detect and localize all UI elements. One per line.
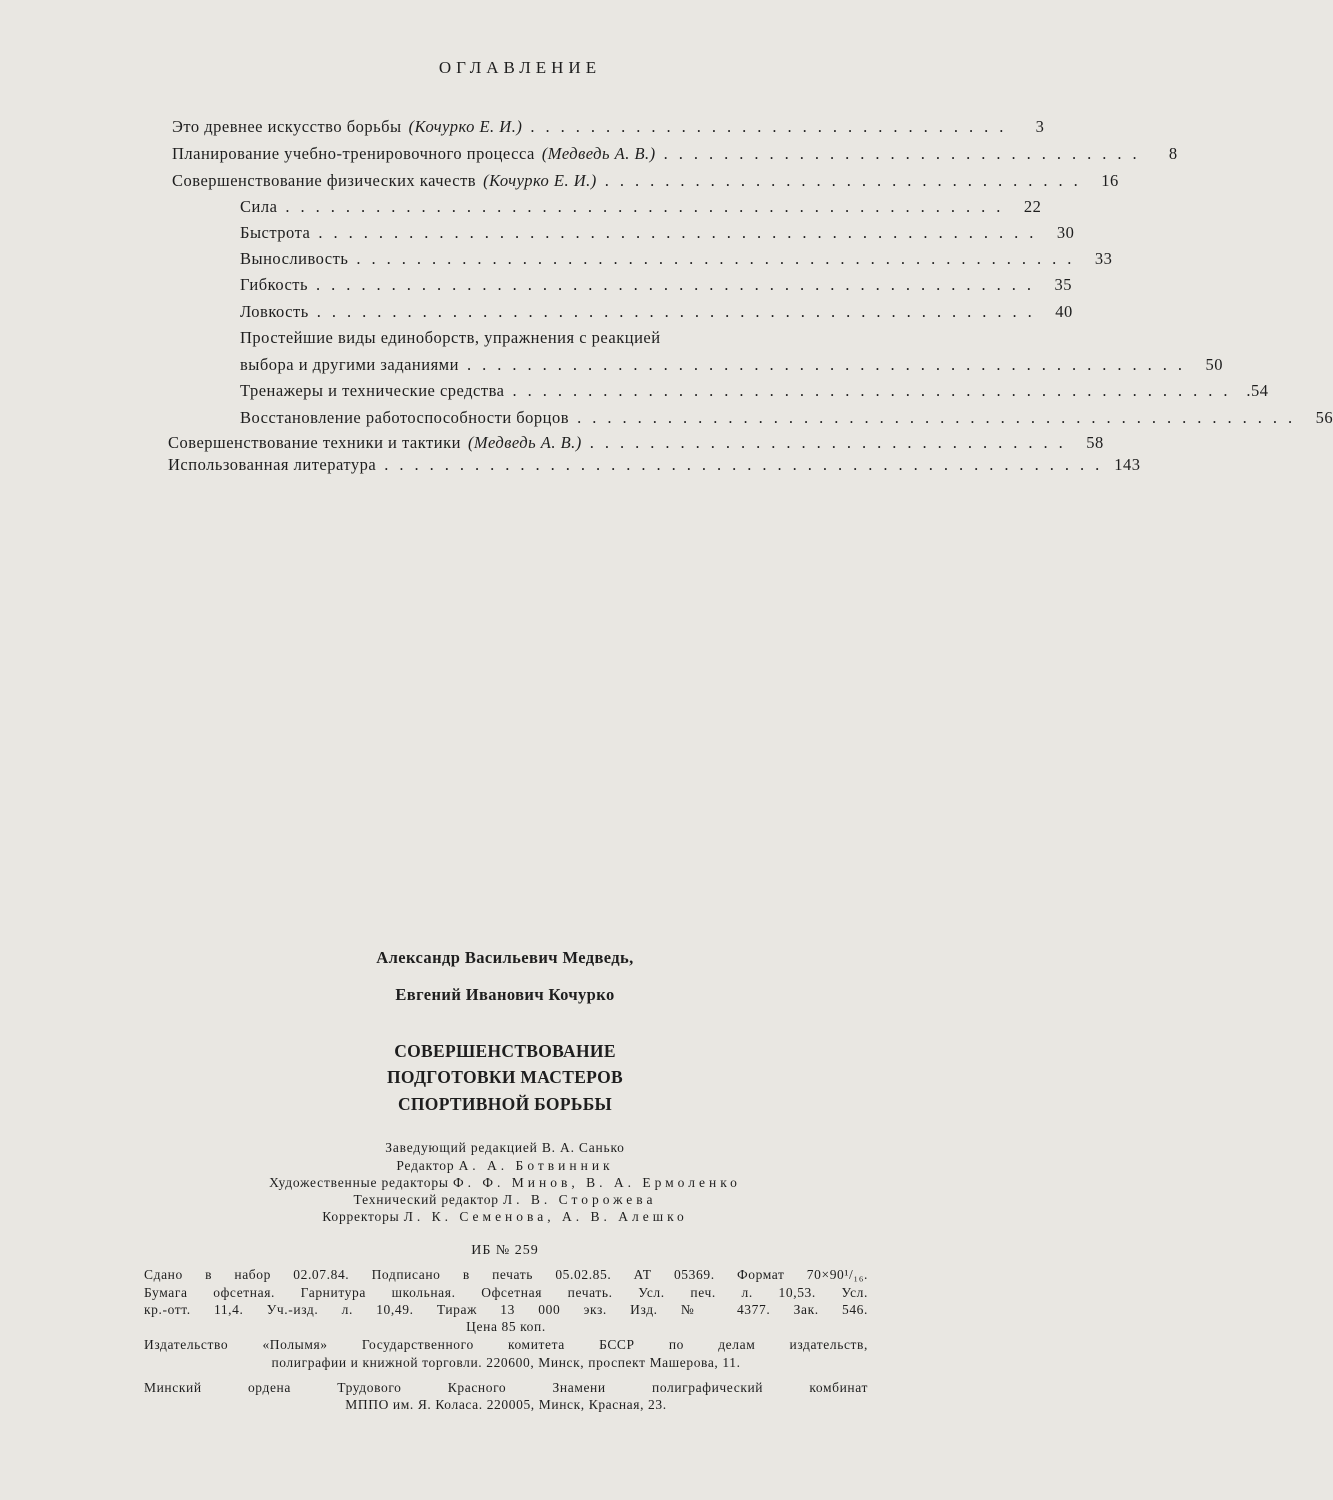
- toc-entry-title: Восстановление работоспособности борцов: [240, 408, 570, 427]
- toc-entry-page: 58: [1086, 433, 1104, 452]
- staff-role: Заведующий редакцией: [385, 1140, 538, 1155]
- publisher-line: полиграфии и книжной торговли. 220600, Минск, проспект Машерова, 11.: [271, 1355, 741, 1370]
- leader-dots: ................................................: [285, 197, 1012, 216]
- toc-entry-page: 143: [1114, 455, 1141, 474]
- printer-line: Минский ордена Трудового Красного Знамени полиграфический комбинат: [144, 1380, 868, 1395]
- toc-entry-page: 33: [1094, 249, 1113, 268]
- staff-role: Технический редактор: [353, 1192, 499, 1207]
- price: Цена 85 коп.: [466, 1319, 546, 1334]
- author-name: Александр Васильевич Медведь,: [376, 948, 634, 967]
- staff-line: [0, 1192, 1010, 1208]
- print-info-line: Бумага офсетная. Гарнитура школьная. Офсетная печать. Усл. печ. л. 10,53. Усл.: [144, 1285, 868, 1300]
- toc-entry-title: Быстрота: [240, 223, 311, 242]
- leader-dots: ................................: [604, 171, 1089, 190]
- toc-entry: [240, 223, 1075, 243]
- toc-heading: ОГЛАВЛЕНИЕ: [438, 58, 602, 77]
- toc-entry-title: Ловкость: [240, 302, 309, 321]
- staff-role: Корректоры: [322, 1209, 400, 1224]
- author-name: Евгений Иванович Кочурко: [395, 985, 615, 1004]
- printer-line: МППО им. Я. Коласа. 220005, Минск, Красная, 23.: [345, 1397, 667, 1412]
- leader-dots: ................................................: [577, 408, 1304, 427]
- leader-dots: ................................: [589, 433, 1074, 452]
- toc-entry: [168, 455, 1141, 475]
- leader-dots: ................................................: [512, 381, 1239, 400]
- leader-dots: ................................................: [356, 249, 1083, 268]
- toc-entry-page: 8: [1168, 144, 1178, 163]
- staff-name: Л. В. Сторожева: [503, 1192, 657, 1207]
- toc-entry-author: (Кочурко Е. И.): [408, 117, 523, 136]
- staff-name: В. А. Санько: [541, 1140, 625, 1155]
- toc-entry: [240, 197, 1042, 217]
- toc-entry-title: Использованная литература: [168, 455, 377, 474]
- leader-dots: ................................................: [316, 302, 1043, 321]
- leader-dots: ................................: [530, 117, 1015, 136]
- toc-entry-author: (Медведь А. В.): [467, 433, 582, 452]
- toc-entry: [240, 381, 1269, 401]
- staff-role: Художественные редакторы: [269, 1175, 449, 1190]
- ib-number: ИБ № 259: [471, 1243, 539, 1258]
- toc-entry: [240, 355, 1223, 375]
- toc-entry-page: 50: [1205, 355, 1223, 374]
- toc-entry: [240, 408, 1333, 428]
- leader-dots: ................................: [663, 144, 1148, 163]
- toc-entry-title: Совершенствование техники и тактики: [168, 433, 461, 452]
- toc-entry: [240, 302, 1073, 322]
- toc-entry-title: Выносливость: [240, 249, 349, 268]
- toc-entry-page: 30: [1056, 223, 1075, 242]
- toc-entry-title: Это древнее искусство борьбы: [172, 117, 402, 136]
- toc-entry-page: 22: [1023, 197, 1042, 216]
- toc-entry: [240, 275, 1073, 295]
- print-info-line: Сдано в набор 02.07.84. Подписано в печать 05.02.85. АТ 05369. Формат 70×90¹/₁₆.: [144, 1267, 868, 1282]
- toc-entry-title: Планирование учебно-тренировочного процесса: [172, 144, 535, 163]
- staff-role: Редактор: [396, 1158, 455, 1173]
- toc-entry-author: (Кочурко Е. И.): [483, 171, 597, 190]
- staff-line: [0, 1209, 1010, 1225]
- toc-entry: [240, 328, 866, 348]
- toc-entry: [240, 249, 1113, 269]
- toc-entry: [172, 171, 1119, 191]
- staff-line: [0, 1175, 1010, 1191]
- publisher-line: Издательство «Полымя» Государственного комитета БССР по делам издательств,: [144, 1337, 868, 1352]
- staff-name: Ф. Ф. Минов, В. А. Ермоленко: [452, 1175, 741, 1190]
- toc-entry-page: 3: [1035, 117, 1045, 136]
- toc-entry: [172, 144, 1178, 164]
- toc-entry-page: 16: [1101, 171, 1119, 190]
- staff-line: [0, 1140, 1010, 1156]
- toc-entry-page: 35: [1054, 275, 1073, 294]
- leader-dots: ................................................: [318, 223, 1045, 242]
- toc-entry-title: выбора и другими заданиями: [240, 355, 459, 374]
- toc-entry-page: 56: [1315, 408, 1333, 427]
- toc-entry: [172, 117, 1045, 137]
- leader-dots: ................................................: [384, 455, 1111, 474]
- toc-entry-page: .54: [1246, 381, 1269, 400]
- toc-entry-title: Простейшие виды единоборств, упражнения с реакцией: [240, 328, 661, 347]
- leader-dots: ................................................: [316, 275, 1043, 294]
- toc-entry-author: (Медведь А. В.): [541, 144, 656, 163]
- toc-entry: [168, 433, 1104, 453]
- staff-name: А. А. Ботвинник: [458, 1158, 614, 1173]
- book-title-line: ПОДГОТОВКИ МАСТЕРОВ: [387, 1067, 623, 1087]
- book-title-line: СОВЕРШЕНСТВОВАНИЕ: [394, 1041, 616, 1061]
- toc-entry-title: Тренажеры и технические средства: [240, 381, 505, 400]
- staff-line: [0, 1158, 1010, 1174]
- book-title-line: СПОРТИВНОЙ БОРЬБЫ: [397, 1094, 613, 1114]
- toc-entry-title: Совершенствование физических качеств: [172, 171, 477, 190]
- leader-dots: ................................................: [466, 355, 1193, 374]
- staff-name: Л. К. Семенова, А. В. Алешко: [403, 1209, 688, 1224]
- toc-entry-title: Гибкость: [240, 275, 309, 294]
- print-info-line: кр.-отт. 11,4. Уч.-изд. л. 10,49. Тираж 13 000 экз. Изд. № 4377. Зак. 546.: [144, 1302, 868, 1317]
- toc-entry-page: 40: [1055, 302, 1073, 321]
- toc-entry-title: Сила: [240, 197, 278, 216]
